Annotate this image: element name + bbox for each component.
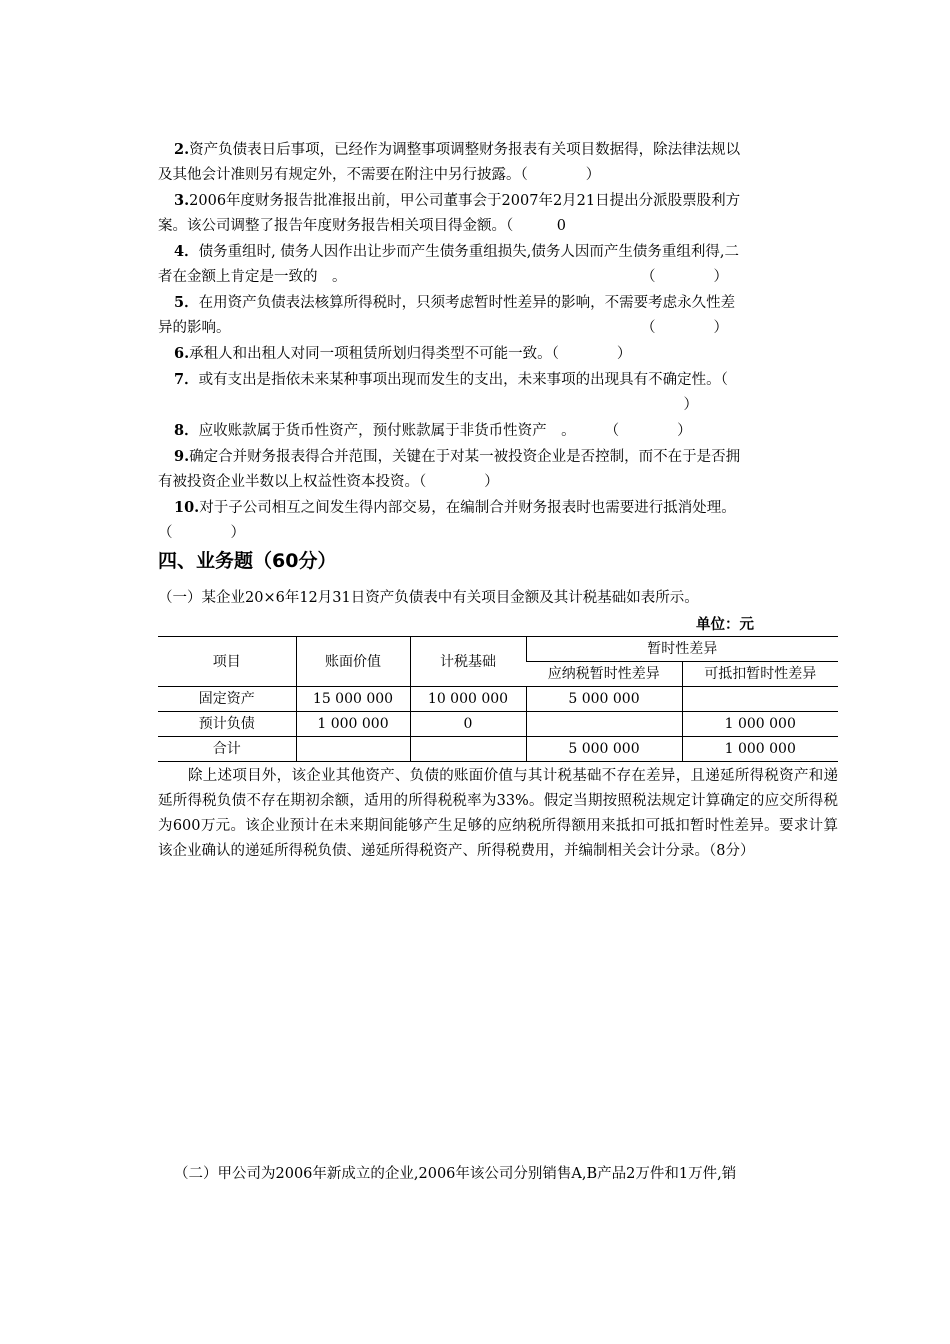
question-4-cont: 者在金额上肯定是一致的 。 （ ） xyxy=(158,269,728,285)
cell-book xyxy=(296,737,410,762)
table-row xyxy=(158,687,838,712)
question-7-bracket: ） xyxy=(683,397,698,413)
unit-label: 单位：元 xyxy=(696,616,754,633)
q2-question xyxy=(158,1162,848,1187)
q1-paragraph xyxy=(158,764,838,864)
cell-deductible xyxy=(682,687,838,712)
q2-text: （二）甲公司为2006年新成立的企业,2006年该公司分别销售A,B产品2万件和1万件,销 xyxy=(174,1166,737,1182)
header-taxable-difference: 应纳税暂时性差异 xyxy=(526,662,682,687)
table-header-row xyxy=(158,637,838,662)
header-tax-basis: 计税基础 xyxy=(410,637,526,687)
cell-deductible: 1 000 000 xyxy=(682,737,838,762)
header-book-value: 账面价值 xyxy=(296,637,410,687)
header-temporary-difference: 暂时性差异 xyxy=(526,637,838,662)
q1-intro: （一）某企业20×6年12月31日资产负债表中有关项目金额及其计税基础如表所示。 xyxy=(158,590,699,606)
question-3: 3.2006年度财务报告批准报出前，甲公司董事会于2007年2月21日提出分派股票股利方 xyxy=(174,192,741,209)
table-row xyxy=(158,737,838,762)
question-9-cont: 有被投资企业半数以上权益性资本投资。（ ） xyxy=(158,474,499,490)
question-9: 9.确定合并财务报表得合并范围，关键在于对某一被投资企业是否控制，而不在于是否拥 xyxy=(174,448,741,465)
question-2: 2.资产负债表日后事项，已经作为调整事项调整财务报表有关项目数据得，除法律法规以 xyxy=(174,141,741,158)
question-7: 7．或有支出是指依未来某种事项出现而发生的支出，未来事项的出现具有不确定性。（ xyxy=(174,371,728,388)
question-4: 4．债务重组时, 债务人因作出让步而产生债务重组损失,债务人因而产生债务重组利得,二 xyxy=(174,243,740,260)
cell-taxable xyxy=(526,712,682,737)
cell-item: 合计 xyxy=(158,737,296,762)
cell-book: 15 000 000 xyxy=(296,687,410,712)
section-title: 四、业务题（60分） xyxy=(158,550,337,572)
header-item: 项目 xyxy=(158,637,296,687)
question-2-cont: 及其他会计准则另有规定外，不需要在附注中另行披露。（ ） xyxy=(158,167,601,183)
true-false-questions xyxy=(158,137,838,546)
question-6: 6.承租人和出租人对同一项租赁所划归得类型不可能一致。（ ） xyxy=(174,345,632,362)
table-row xyxy=(158,712,838,737)
cell-tax: 0 xyxy=(410,712,526,737)
question-10-cont: （ ） xyxy=(158,525,245,541)
q1-paragraph-text: 除上述项目外，该企业其他资产、负债的账面价值与其计税基础不存在差异，且递延所得税资产和递延所得税负债不存在期初余额，适用的所得税税率为33%。假定当期按照税法规定计算确定的应交所得税为600万元。该企业预计在未来期间能够产生足够的应纳税所得额用来抵扣可抵扣暂时性差异。要求计算该企业确认的递延所得税负债、递延所得税资产、所得税费用，并编制相关会计分录。（8分） xyxy=(158,768,838,859)
header-deductible-difference: 可抵扣暂时性差异 xyxy=(682,662,838,687)
tax-basis-table xyxy=(158,636,838,762)
cell-taxable: 5 000 000 xyxy=(526,737,682,762)
cell-taxable: 5 000 000 xyxy=(526,687,682,712)
question-5-cont: 异的影响。 （ ） xyxy=(158,320,728,336)
cell-item: 预计负债 xyxy=(158,712,296,737)
question-8: 8．应收账款属于货币性资产，预付账款属于非货币性资产 。 （ ） xyxy=(174,422,692,439)
cell-item: 固定资产 xyxy=(158,687,296,712)
cell-book: 1 000 000 xyxy=(296,712,410,737)
cell-tax: 10 000 000 xyxy=(410,687,526,712)
cell-tax xyxy=(410,737,526,762)
question-3-cont: 案。该公司调整了报告年度财务报告相关项目得金额。（ 0 xyxy=(158,218,566,234)
cell-deductible: 1 000 000 xyxy=(682,712,838,737)
question-5: 5．在用资产负债表法核算所得税时，只须考虑暂时性差异的影响，不需要考虑永久性差 xyxy=(174,294,736,311)
question-10: 10.对于子公司相互之间发生得内部交易，在编制合并财务报表时也需要进行抵消处理。 xyxy=(174,499,736,516)
